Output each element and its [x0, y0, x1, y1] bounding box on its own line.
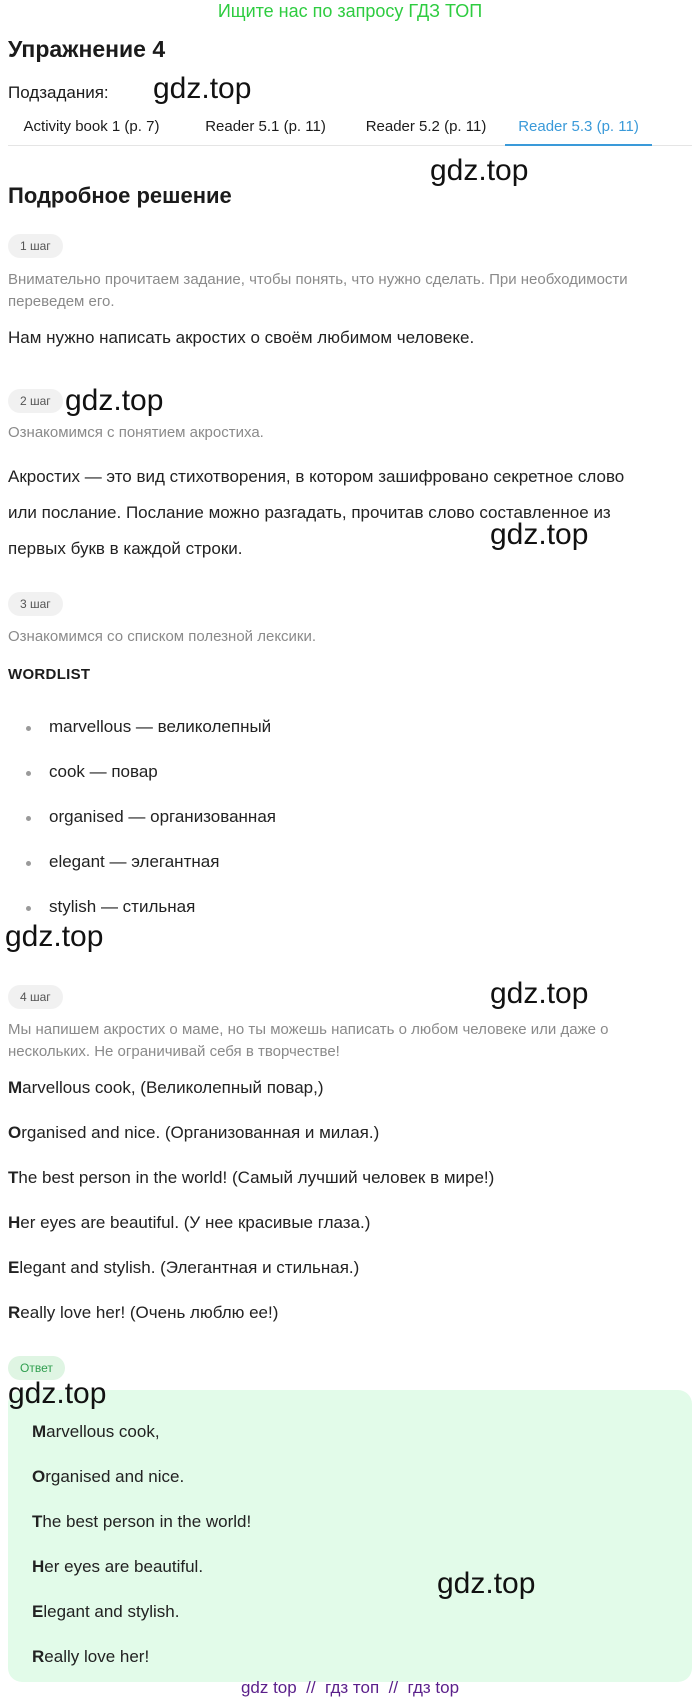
bullet-icon	[26, 816, 31, 821]
wordlist-title: WORDLIST	[8, 666, 91, 683]
tab-reader-5-1[interactable]: Reader 5.1 (p. 11)	[205, 118, 326, 135]
step-2-hint: Ознакомимся с понятием акростиха.	[8, 424, 264, 441]
wordlist-item-text: organised — организованная	[49, 807, 276, 826]
step-3-hint: Ознакомимся со списком полезной лексики.	[8, 628, 317, 645]
subtasks-label: Подзадания:	[8, 83, 109, 102]
answer-rest: er eyes are beautiful.	[44, 1557, 204, 1576]
poem-initial: T	[8, 1168, 19, 1187]
answer-initial: E	[32, 1602, 44, 1621]
poem-initial: E	[8, 1258, 20, 1277]
wordlist-item-text: marvellous — великолепный	[49, 717, 272, 736]
step-1-hint-line-2: переведем его.	[8, 293, 115, 310]
poem-rest: he best person in the world! (Самый лучший человек в мире!)	[18, 1168, 495, 1187]
footer-links[interactable]: gdz top // гдз топ // гдз top	[240, 1678, 460, 1697]
step-1-text: Нам нужно написать акростих о своём любимом человеке.	[8, 328, 475, 347]
step-badge-2: 2 шаг	[8, 389, 63, 413]
watermark-text: gdz.top	[490, 977, 589, 1010]
step-1-hint	[8, 269, 692, 313]
step-4-hint-line-2: нескольких. Не ограничивай себя в творчестве!	[8, 1043, 340, 1060]
tab-reader-5-2[interactable]: Reader 5.2 (p. 11)	[365, 118, 487, 135]
answer-line	[32, 1557, 203, 1577]
poem-line	[8, 1258, 359, 1278]
answer-rest: he best person in the world!	[42, 1512, 252, 1531]
subtask-tabs	[8, 108, 692, 146]
answer-rest: eally love her!	[44, 1647, 150, 1666]
bullet-icon	[26, 771, 31, 776]
answer-rest: arvellous cook,	[46, 1422, 160, 1441]
poem-line	[8, 1213, 370, 1233]
answer-initial: O	[32, 1467, 46, 1486]
step-1-hint-line-1: Внимательно прочитаем задание, чтобы понять, что нужно сделать. При необходимости	[8, 271, 628, 288]
poem-initial: H	[8, 1213, 21, 1232]
tab-reader-5-3[interactable]: Reader 5.3 (p. 11)	[505, 108, 652, 146]
page-title: Упражнение 4	[8, 36, 166, 62]
step-2-text-line-1: Акростих — это вид стихотворения, в котором зашифровано секретное слово	[8, 467, 625, 486]
step-2-text-line-3: первых букв в каждой строки.	[8, 539, 243, 558]
watermark-text: gdz.top	[5, 920, 104, 953]
poem-rest: eally love her! (Очень люблю ее!)	[20, 1303, 279, 1322]
step-badge-1: 1 шаг	[8, 234, 63, 258]
poem-line	[8, 1078, 324, 1098]
bullet-icon	[26, 861, 31, 866]
watermark-text: gdz.top	[490, 518, 589, 551]
poem-line	[8, 1123, 379, 1143]
step-badge-4: 4 шаг	[8, 985, 63, 1009]
watermark-text: gdz.top	[430, 154, 529, 187]
section-title: Подробное решение	[8, 183, 232, 208]
poem-initial: R	[8, 1303, 21, 1322]
answer-rest: rganised and nice.	[45, 1467, 185, 1486]
poem-initial: O	[8, 1123, 22, 1142]
poem-rest: legant and stylish. (Элегантная и стильная.)	[19, 1258, 360, 1277]
answer-line	[32, 1647, 149, 1667]
answer-initial: H	[32, 1557, 45, 1576]
poem-line	[8, 1168, 494, 1188]
top-banner[interactable]: Ищите нас по запросу ГДЗ ТОП	[217, 1, 483, 21]
answer-badge: Ответ	[8, 1356, 65, 1380]
watermark-text: gdz.top	[437, 1567, 536, 1600]
watermark-text: gdz.top	[65, 384, 164, 417]
answer-line	[32, 1422, 160, 1442]
bullet-icon	[26, 726, 31, 731]
poem-initial: M	[8, 1078, 23, 1097]
watermark-text: gdz.top	[153, 72, 252, 105]
step-4-hint	[8, 1019, 692, 1063]
bullet-icon	[26, 906, 31, 911]
answer-line	[32, 1512, 251, 1532]
answer-box	[8, 1390, 692, 1682]
answer-initial: T	[32, 1512, 43, 1531]
answer-initial: R	[32, 1647, 45, 1666]
answer-rest: legant and stylish.	[43, 1602, 180, 1621]
step-badge-3: 3 шаг	[8, 592, 63, 616]
tab-activity-book-1[interactable]: Activity book 1 (p. 7)	[23, 118, 160, 135]
answer-initial: M	[32, 1422, 47, 1441]
answer-line	[32, 1602, 179, 1622]
poem-rest: arvellous cook, (Великолепный повар,)	[22, 1078, 324, 1097]
poem-rest: rganised and nice. (Организованная и милая.)	[21, 1123, 380, 1142]
watermark-text: gdz.top	[8, 1377, 107, 1410]
step-4-hint-line-1: Мы напишем акростих о маме, но ты можешь написать о любом человеке или даже о	[8, 1021, 609, 1038]
wordlist-item-text: elegant — элегантная	[49, 852, 220, 871]
wordlist-item-text: stylish — стильная	[49, 897, 196, 916]
poem-line	[8, 1303, 278, 1323]
wordlist-item-text: cook — повар	[49, 762, 158, 781]
step-2-text-line-2: или послание. Послание можно разгадать, прочитав слово составленное из	[8, 503, 611, 522]
step-2-text	[8, 459, 692, 567]
poem-rest: er eyes are beautiful. (У нее красивые глаза.)	[20, 1213, 371, 1232]
answer-line	[32, 1467, 184, 1487]
